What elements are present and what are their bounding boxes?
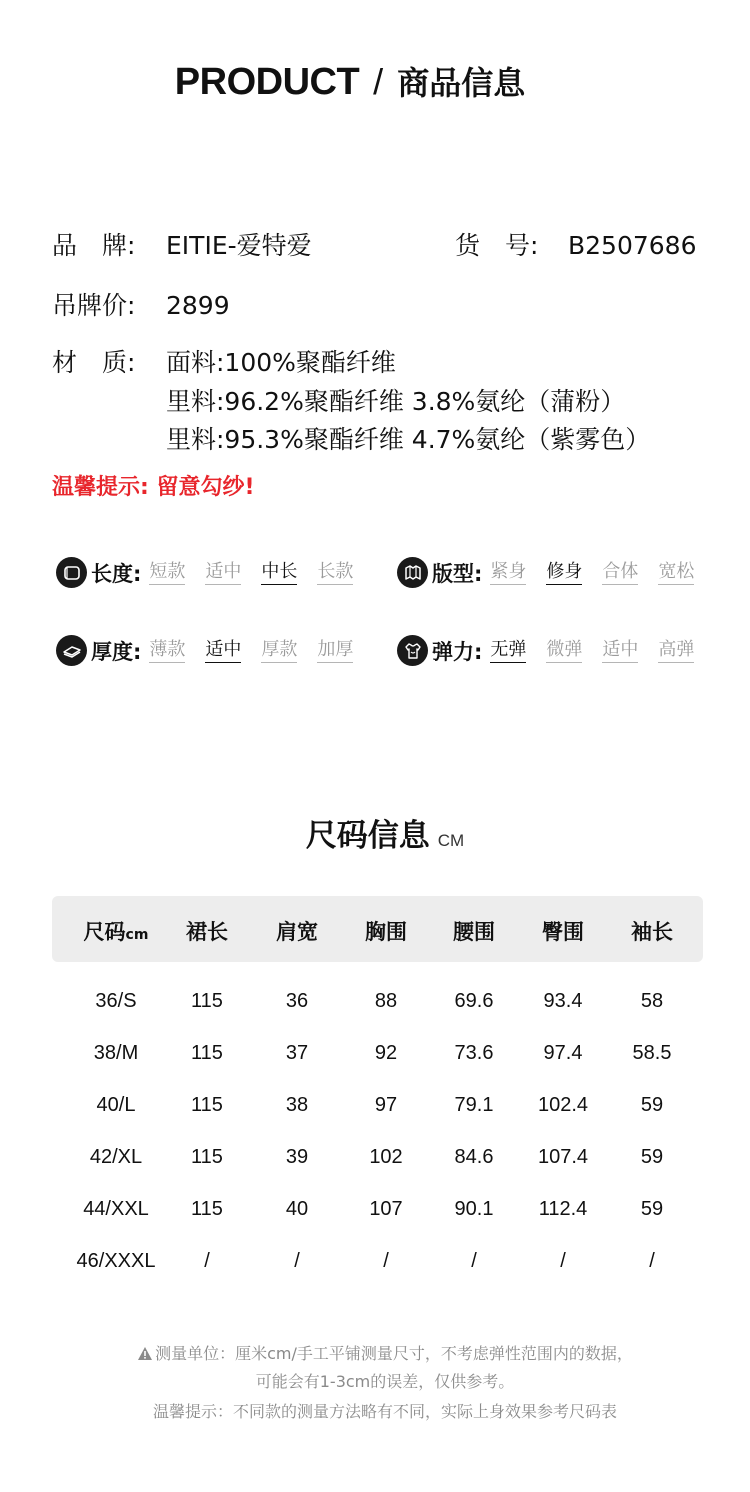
table-cell: 112.4: [538, 1198, 588, 1220]
fit-icon: [397, 557, 428, 588]
header-label: 裙长: [186, 920, 228, 944]
elasticity-option: 高弹: [658, 639, 694, 663]
size-info-title: [0, 810, 750, 855]
length-options: [149, 561, 353, 585]
table-header-cell: [247, 916, 347, 946]
table-cell: 115: [191, 1094, 223, 1116]
table-row-size: 44/XXL: [83, 1198, 149, 1220]
thickness-option: 薄款: [149, 639, 185, 663]
material-line-1: 面料:100%聚酯纤维: [166, 348, 396, 377]
elasticity-label: 弹力:: [432, 639, 483, 664]
measure-note-text-1: 测量单位：厘米cm/手工平铺测量尺寸，不考虑弹性范围内的数据，: [155, 1344, 633, 1363]
measure-note-line-3: 温馨提示：不同款的测量方法略有不同，实际上身效果参考尺码表: [152, 1402, 617, 1421]
warning-tip: 温馨提示: 留意勾纱!: [52, 475, 255, 500]
tag-price-label: 吊牌价:: [52, 291, 136, 320]
table-cell: 90.1: [454, 1198, 494, 1220]
table-cell: /: [294, 1250, 300, 1272]
table-row-size: 40/L: [96, 1094, 136, 1116]
table-cell: 73.6: [454, 1042, 494, 1064]
table-cell: 102.4: [537, 1094, 589, 1116]
elasticity-option: 微弹: [546, 639, 582, 663]
attribute-elasticity: [397, 635, 694, 666]
thickness-option: 加厚: [317, 639, 353, 663]
table-cell: /: [383, 1250, 389, 1272]
table-cell: 38: [285, 1094, 309, 1116]
table-header-cell: [336, 916, 436, 946]
table-cell: 69.6: [454, 990, 494, 1012]
table-cell: 115: [191, 1146, 223, 1168]
fit-option: 紧身: [490, 561, 526, 585]
table-cell: 102: [369, 1146, 403, 1168]
sku-label: 货 号:: [455, 231, 539, 260]
header-unit: cm: [125, 927, 149, 943]
fit-option: 合体: [602, 561, 638, 585]
elasticity-option-selected: 无弹: [490, 639, 526, 663]
table-cell: 93.4: [543, 990, 583, 1012]
size-title-unit: CM: [437, 831, 465, 850]
header-label: 肩宽: [276, 920, 318, 944]
length-option: 短款: [149, 561, 185, 585]
table-cell: 79.1: [454, 1094, 494, 1116]
thickness-icon: [56, 635, 87, 666]
table-cell: 107: [369, 1198, 403, 1220]
sku-value: B2507686: [568, 231, 697, 260]
table-cell: 59: [640, 1198, 664, 1220]
length-option-selected: 中长: [261, 561, 297, 585]
attribute-fit: [397, 557, 694, 588]
attribute-thickness: [56, 635, 353, 666]
table-cell: 84.6: [454, 1146, 494, 1168]
fit-option: 宽松: [658, 561, 694, 585]
elasticity-options: [490, 639, 694, 663]
table-cell: 58.5: [632, 1042, 672, 1064]
table-row-size: 46/XXXL: [76, 1250, 156, 1272]
measure-note-line-2: 可能会有1-3cm的误差，仅供参考。: [255, 1372, 515, 1391]
table-header-cell: [602, 916, 702, 946]
table-header-cell: [424, 916, 524, 946]
table-cell: 37: [285, 1042, 309, 1064]
table-cell: /: [649, 1250, 655, 1272]
table-cell: 115: [191, 1198, 223, 1220]
table-cell: 92: [374, 1042, 398, 1064]
table-cell: 115: [191, 990, 223, 1012]
elasticity-option: 适中: [602, 639, 638, 663]
table-header-cell: [157, 916, 257, 946]
title-separator: /: [373, 61, 384, 102]
material-line-2: 里料:96.2%聚酯纤维 3.8%氨纶（蒲粉）: [166, 387, 626, 416]
table-cell: 107.4: [537, 1146, 589, 1168]
table-header-cell: [66, 916, 166, 946]
table-cell: 59: [640, 1146, 664, 1168]
table-cell: 40: [285, 1198, 309, 1220]
measure-note-line-1: [0, 1341, 750, 1365]
table-cell: 97.4: [543, 1042, 583, 1064]
material-label: 材 质:: [52, 348, 136, 377]
table-cell: 58: [640, 990, 664, 1012]
fit-options: [490, 561, 694, 585]
length-label: 长度:: [91, 561, 142, 586]
material-line-3: 里料:95.3%聚酯纤维 4.7%氨纶（紫雾色）: [166, 425, 651, 454]
brand-row: [0, 231, 750, 261]
table-cell: /: [560, 1250, 566, 1272]
warning-triangle-icon: [137, 1346, 153, 1365]
tag-price-row: [0, 291, 750, 321]
table-header-cell: [513, 916, 613, 946]
table-cell: 59: [640, 1094, 664, 1116]
table-cell: 88: [374, 990, 398, 1012]
thickness-options: [149, 639, 353, 663]
elasticity-icon: [397, 635, 428, 666]
table-cell: 97: [374, 1094, 398, 1116]
table-cell: 39: [285, 1146, 309, 1168]
table-row-size: 36/S: [95, 990, 137, 1012]
fit-option-selected: 修身: [546, 561, 582, 585]
material-row: [0, 348, 750, 458]
title-english: PRODUCT: [174, 61, 360, 103]
thickness-label: 厚度:: [91, 639, 142, 664]
thickness-option: 厚款: [261, 639, 297, 663]
length-option: 适中: [205, 561, 241, 585]
fit-label: 版型:: [432, 561, 483, 586]
table-cell: /: [204, 1250, 210, 1272]
size-title-text: 尺码信息: [305, 818, 430, 854]
brand-value: EITIE-爱特爱: [166, 231, 312, 260]
thickness-option-selected: 适中: [205, 639, 241, 663]
attribute-length: [56, 557, 353, 588]
header-label: 胸围: [365, 920, 407, 944]
length-option: 长款: [317, 561, 353, 585]
brand-label: 品 牌:: [52, 231, 136, 260]
header-label: 臀围: [542, 920, 584, 944]
length-icon: [56, 557, 87, 588]
table-cell: /: [471, 1250, 477, 1272]
page-title: [0, 58, 700, 104]
title-chinese: 商品信息: [397, 64, 526, 102]
header-label: 尺码: [83, 920, 126, 944]
table-row-size: 42/XL: [89, 1146, 143, 1168]
header-label: 袖长: [631, 920, 673, 944]
table-cell: 115: [191, 1042, 223, 1064]
table-cell: 36: [285, 990, 309, 1012]
header-label: 腰围: [453, 920, 495, 944]
table-row-size: 38/M: [93, 1042, 139, 1064]
tag-price-value: 2899: [166, 291, 230, 320]
